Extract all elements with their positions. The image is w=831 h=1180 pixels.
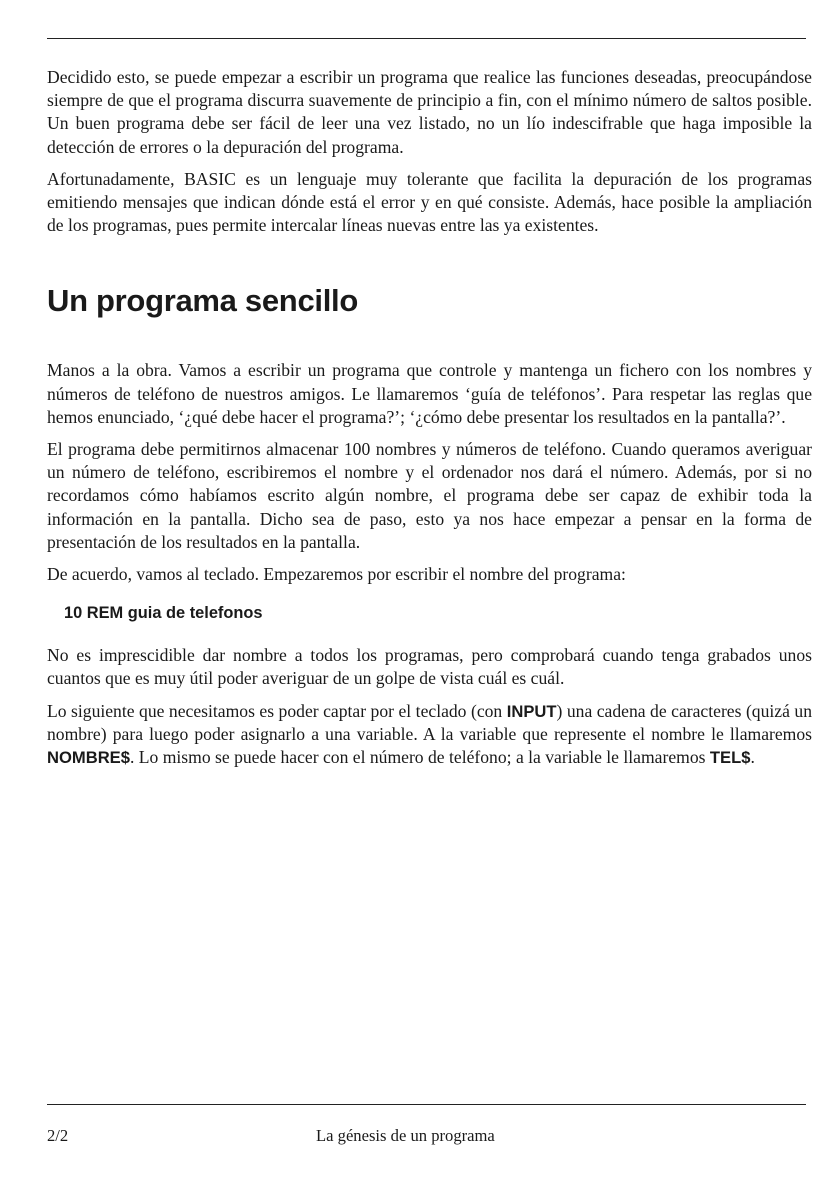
keyword-input: INPUT <box>506 701 557 721</box>
footer-chapter-title: La génesis de un programa <box>316 1126 495 1145</box>
keyword-nombre: NOMBRE$ <box>47 748 130 768</box>
intro-paragraph-2: Afortunadamente, BASIC es un lenguaje muy tolerante que facilita la depuración de los programas emitiendo mensajes que indican dónde está el error y en qué consiste. Además, hace posible la ampliación de los programas, pues permite intercalar líneas nuevas entre las ya existentes. <box>47 168 812 236</box>
keyword-tel: TEL$ <box>709 748 751 768</box>
top-rule <box>47 38 806 39</box>
paragraph-5-text-3: . Lo mismo se puede hacer con el número de teléfono; a la variable le llamaremos <box>129 747 710 768</box>
code-line: 10 REM guia de telefonos <box>64 604 263 623</box>
paragraph-5-text-1: Lo siguiente que necesitamos es poder captar por el teclado (con <box>47 700 507 721</box>
bottom-rule <box>47 1104 806 1105</box>
section-paragraph-5 <box>47 700 812 770</box>
section-heading: Un programa sencillo <box>47 283 358 319</box>
section-paragraph-3: De acuerdo, vamos al teclado. Empezaremos por escribir el nombre del programa: <box>47 564 626 585</box>
footer-page-number: 2/2 <box>47 1126 69 1145</box>
section-paragraph-1: Manos a la obra. Vamos a escribir un programa que controle y mantenga un fichero con los nombres y números de teléfono de nuestros amigos. Le llamaremos ‘guía de teléfonos’. Para respetar las reglas que hemos enunciado, ‘¿qué debe hacer el programa?’; ‘¿cómo debe presentar los resultados en la pantalla?’. <box>47 360 812 427</box>
page-content <box>47 66 812 778</box>
section-paragraph-2: El programa debe permitirnos almacenar 100 nombres y números de teléfono. Cuando queramos averiguar un número de teléfono, escribiremos el nombre y el ordenador nos dará el número. Además, por si no recordamos cómo habíamos escrito algún nombre, el programa debe ser capaz de exhibir toda la información en la pantalla. Dicho sea de paso, esto ya nos hace empezar a pensar en la forma de presentación de los resultados en la pantalla. <box>47 439 812 552</box>
paragraph-5-text-4: . <box>750 747 755 768</box>
intro-paragraph-1: Decidido esto, se puede empezar a escribir un programa que realice las funciones deseadas, preocupándose siempre de que el programa discurra suavemente de principio a fin, con el mínimo número de saltos posible. Un buen programa debe ser fácil de leer una vez listado, no un lío indescifrable que haga imposible la detección de errores o la depuración del programa. <box>47 67 812 157</box>
paragraph-5-text-2: ) una cadena de caracteres (quizá un nombre) para luego poder asignarlo a una variable. A la variable que represente el nombre le llamaremos <box>47 700 812 744</box>
section-paragraph-4: No es imprescidible dar nombre a todos los programas, pero comprobará cuando tenga grabados unos cuantos que es muy útil poder averiguar de un golpe de vista cuál es cuál. <box>47 645 812 689</box>
